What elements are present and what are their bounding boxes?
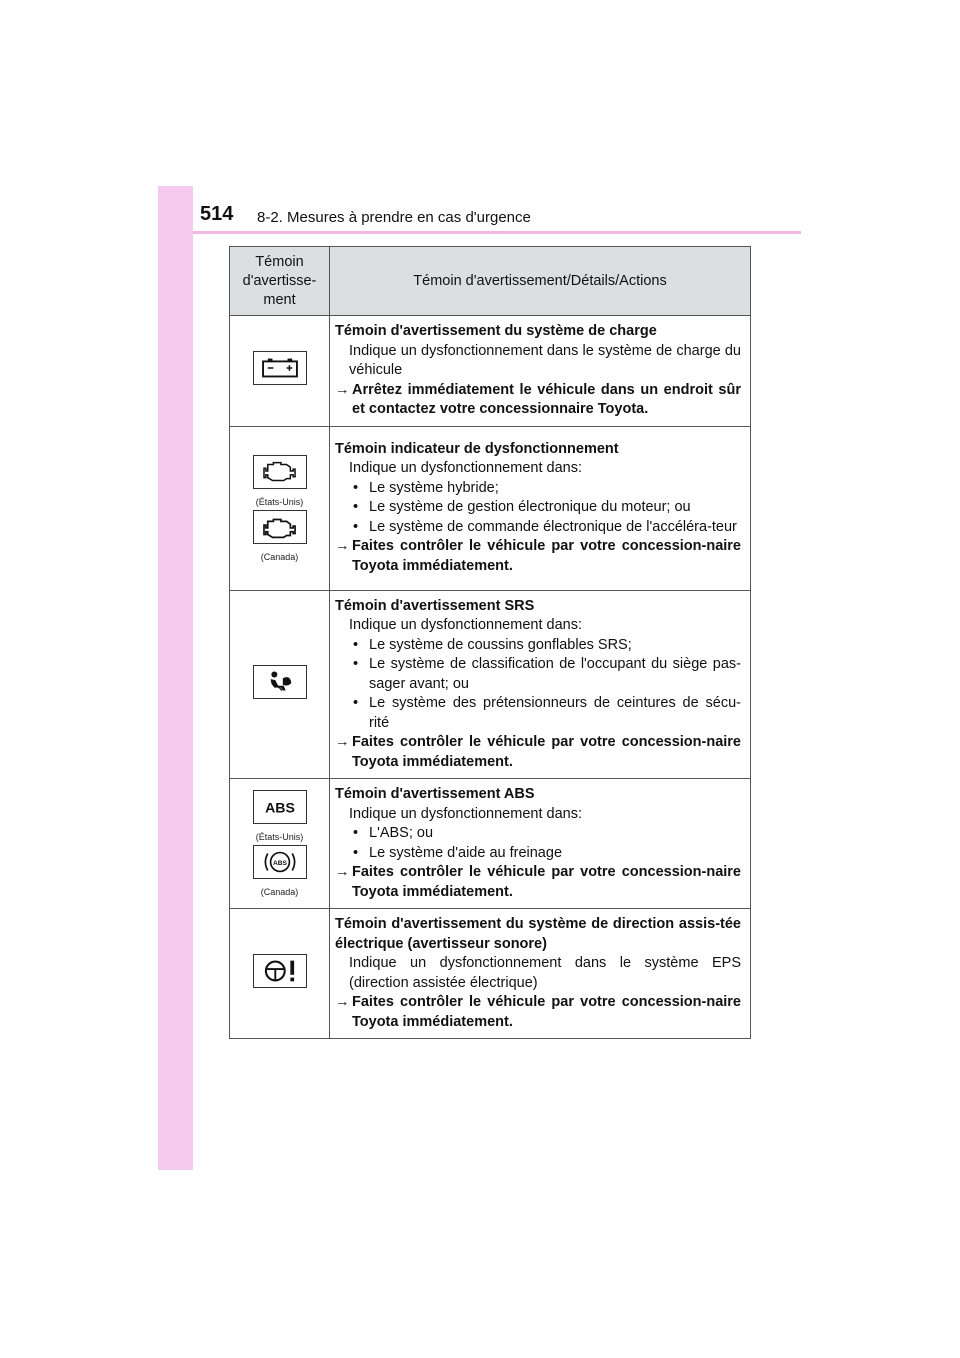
arrow-icon: → xyxy=(335,994,350,1010)
list-item: • Le système d'aide au freinage xyxy=(353,844,563,861)
arrow-icon: → xyxy=(335,864,350,880)
table-row xyxy=(230,590,751,779)
warning-lights-table xyxy=(229,246,751,1039)
list-item: • Le système de gestion électronique du moteur; ou xyxy=(353,499,691,516)
svg-text:ABS: ABS xyxy=(264,799,295,816)
col1-header: Témoin d'avertisse-ment xyxy=(230,247,330,316)
row-detail: Indique un dysfonctionnement dans: xyxy=(349,617,582,633)
airbag-icon xyxy=(253,665,307,699)
row-action: → Faites contrôler le véhicule par votre concession-naire Toyota immédiatement. xyxy=(335,863,741,902)
table-row xyxy=(230,909,751,1039)
arrow-icon: → xyxy=(335,538,350,555)
row-title: Témoin d'avertissement du système de direction assis-tée électrique (avertisseur sonore) xyxy=(335,916,741,952)
arrow-icon: → xyxy=(335,381,350,398)
list-item: • Le système de commande électronique de l'accéléra-teur xyxy=(353,518,737,535)
chapter-tab-strip xyxy=(158,186,193,1170)
steering-warning-icon xyxy=(253,954,307,988)
row-title: Témoin d'avertissement ABS xyxy=(335,786,535,802)
section-title: 8-2. Mesures à prendre en cas d'urgence xyxy=(257,209,531,226)
row-action: → Faites contrôler le véhicule par votre concession-naire Toyota immédiatement. xyxy=(335,733,741,772)
abs-circle-icon xyxy=(253,845,307,879)
list-item: • Le système hybride; xyxy=(353,479,499,496)
battery-icon xyxy=(253,351,307,385)
row-detail: Indique un dysfonctionnement dans: xyxy=(349,805,582,822)
row-title: Témoin d'avertissement du système de charge xyxy=(335,323,657,339)
list-item: • Le système des prétensionneurs de ceintures de sécu-rité xyxy=(353,695,741,731)
row-detail: Indique un dysfonctionnement dans le système de charge du véhicule xyxy=(349,342,741,378)
row-detail: Indique un dysfonctionnement dans le système EPS (direction assistée électrique) xyxy=(349,955,741,991)
check-engine-icon xyxy=(253,455,307,489)
row-action: → Faites contrôler le véhicule par votre concession-naire Toyota immédiatement. xyxy=(335,537,741,576)
icon-label: (États-Unis) xyxy=(255,496,304,507)
header-rule xyxy=(193,231,801,234)
arrow-icon: → xyxy=(335,734,350,750)
row-action: → Arrêtez immédiatement le véhicule dans un endroit sûr et contactez votre concessionnaire Toyota. xyxy=(335,381,741,420)
table-header-row xyxy=(230,247,751,316)
table-row xyxy=(230,779,751,909)
table-row xyxy=(230,316,751,427)
list-item: • Le système de classification de l'occupant du siège pas-sager avant; ou xyxy=(353,656,741,692)
list-item: • L'ABS; ou xyxy=(353,825,434,841)
page-number: 514 xyxy=(200,203,234,225)
svg-text:ABS: ABS xyxy=(272,859,287,867)
icon-label: (Canada) xyxy=(260,887,299,897)
col2-header: Témoin d'avertissement/Détails/Actions xyxy=(330,247,751,316)
row-title: Témoin indicateur de dysfonctionnement xyxy=(335,440,619,457)
icon-label: (États-Unis) xyxy=(255,832,304,842)
row-action: → Faites contrôler le véhicule par votre concession-naire Toyota immédiatement. xyxy=(335,993,741,1032)
abs-icon xyxy=(253,790,307,824)
row-detail: Indique un dysfonctionnement dans: xyxy=(349,460,582,477)
row-title: Témoin d'avertissement SRS xyxy=(335,597,535,614)
table-row xyxy=(230,426,751,590)
icon-label: (Canada) xyxy=(260,551,299,562)
list-item: • Le système de coussins gonflables SRS; xyxy=(353,636,632,653)
engine-icon xyxy=(253,510,307,544)
